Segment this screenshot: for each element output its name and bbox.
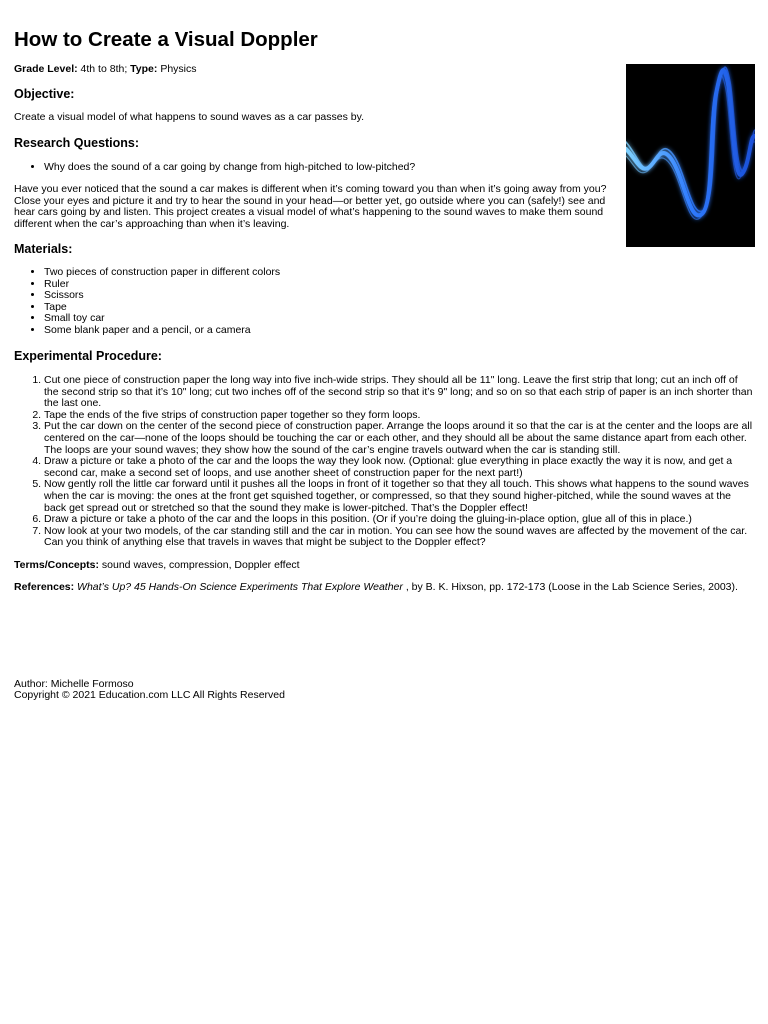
procedure-step: 7. Now look at your two models, of the car standing still and the car in motion. You can see how the sound waves are affected by the movement of the car. Can you think of anything else that travels in waves that might be subject to the Doppler effect? [44, 526, 754, 549]
materials-heading: Materials: [14, 242, 73, 256]
objective-heading: Objective: [14, 87, 75, 101]
reference-book-title: What’s Up? 45 Hands-On Science Experiments That Explore Weather [77, 581, 403, 593]
research-question-list [14, 162, 614, 174]
sound-wave-illustration-icon [626, 64, 755, 247]
procedure-heading: Experimental Procedure: [14, 349, 162, 363]
author-credit: Author: Michelle Formoso [14, 678, 134, 690]
list-item: • Small toy car [44, 313, 614, 325]
grade-value: 4th to 8th; [77, 63, 131, 75]
research-intro: Have you ever noticed that the sound a car makes is different when it’s coming toward you than when it’s going away from you? Close your eyes and picture it and try to hear the sound in your head—or better yet, go outside where you can (safely!) see and hear cars going by and listen. This project creates a visual model of what’s happening to the sound waves to make them sound different when the car’s approaching than when it’s leaving. [14, 183, 607, 230]
list-item: • Ruler [44, 279, 614, 291]
list-item: • Tape [44, 302, 614, 314]
objective-text: Create a visual model of what happens to sound waves as a car passes by. [14, 111, 365, 123]
sound-wave-image [626, 64, 755, 247]
research-question: • Why does the sound of a car going by change from high-pitched to low-pitched? [44, 162, 614, 174]
type-value: Physics [157, 63, 197, 75]
list-item: • Some blank paper and a pencil, or a camera [44, 325, 614, 337]
procedure-steps [14, 375, 754, 549]
procedure-step: 4. Draw a picture or take a photo of the car and the loops the way they look now. (Optional: glue everything in place exactly the way it is now, and get a second car, make a second set of loops, and use another sheet of construction paper for the next part!) [44, 456, 754, 479]
procedure-step: 3. Put the car down on the center of the second piece of construction paper. Arrange the loops around it so that the car is at the center and the loops are all centered on the car—none of the loops should be touching the car or each other, and they should all be about the same distance apart from each other. The loops are your sound waves; they show how the sound of the car’s engine travels outward when the car is standing still. [44, 421, 754, 456]
list-item: • Scissors [44, 290, 614, 302]
copyright-notice: Copyright © 2021 Education.com LLC All Rights Reserved [14, 689, 285, 701]
materials-list [14, 267, 614, 337]
page-title: How to Create a Visual Doppler [14, 28, 318, 51]
grade-type-line [14, 64, 197, 76]
research-heading: Research Questions: [14, 136, 140, 150]
terms-line [14, 560, 754, 572]
procedure-step: 6. Draw a picture or take a photo of the car and the loops in this position. (Or if you’re doing the gluing-in-place option, glue all of this in place.) [44, 514, 754, 526]
procedure-step: 1. Cut one piece of construction paper the long way into five inch-wide strips. They should all be 11" long. Leave the first strip that long; cut an inch off of the second strip so that it’s 10" long; cut two inches off of the second strip so that it’s 9" long; and so on so that each strip of paper is an inch shorter than the last one. [44, 375, 754, 410]
procedure-step: 2. Tape the ends of the five strips of construction paper together so they form loops. [44, 410, 754, 422]
reference-details: , by B. K. Hixson, pp. 172-173 (Loose in the Lab Science Series, 2003). [402, 581, 738, 593]
terms-value: sound waves, compression, Doppler effect [99, 559, 300, 571]
references-line [14, 582, 754, 594]
terms-label: Terms/Concepts: [14, 559, 99, 571]
list-item: • Two pieces of construction paper in different colors [44, 267, 614, 279]
procedure-step: 5. Now gently roll the little car forward until it pushes all the loops in front of it together so that they all touch. This shows what happens to the sound waves when the car is moving: the ones at the front get squished together, or compressed, so that they sound higher-pitched, while the sound waves at the back get spread out or stretched so that the sound they make is lower-pitched. That’s the Doppler effect! [44, 479, 754, 514]
references-label: References: [14, 581, 75, 593]
type-label: Type: [130, 63, 158, 75]
grade-label: Grade Level: [14, 63, 78, 75]
